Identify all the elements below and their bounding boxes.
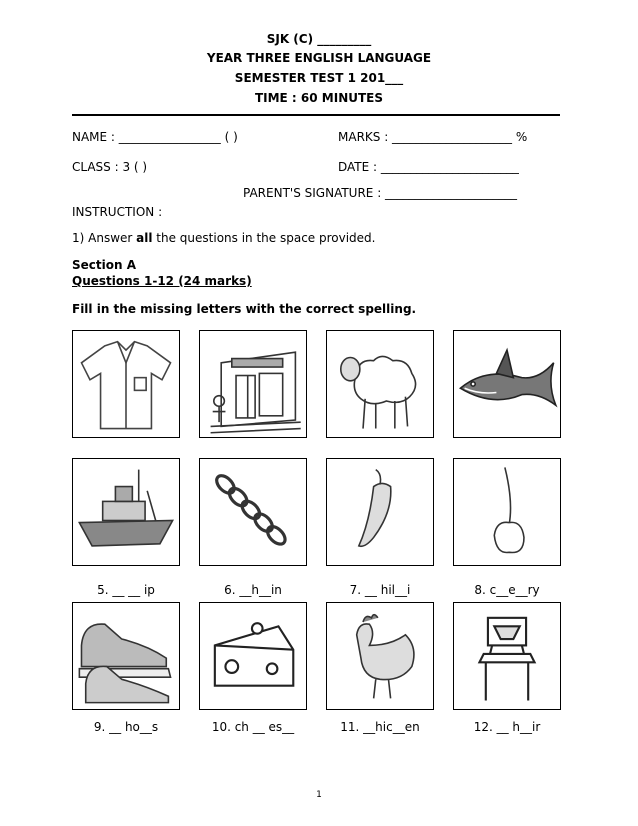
question-label: 8. c__e__ry <box>474 583 540 597</box>
school-name: SJK (C) _________ <box>266 32 372 46</box>
instruction-text: 1) Answer <box>72 231 137 245</box>
header-divider <box>72 114 560 116</box>
instruction-item <box>72 231 376 245</box>
question-label: 6. __h__in <box>224 583 282 597</box>
section-title: Section A <box>72 258 136 272</box>
parent-signature-field: PARENT'S SIGNATURE : ______________________ <box>243 186 518 200</box>
question-label: 11. __hic__en <box>340 720 420 734</box>
sheep-icon <box>326 330 434 438</box>
instruction-heading: INSTRUCTION : <box>72 205 163 219</box>
test-title: SEMESTER TEST 1 201___ <box>234 71 404 85</box>
time-allowed: TIME : 60 MINUTES <box>254 91 384 105</box>
page-number: 1 <box>316 790 322 800</box>
chair-icon <box>453 602 561 710</box>
question-label: 12. __ h__ir <box>473 720 541 734</box>
name-field: NAME : _________________ ( ) <box>72 130 238 144</box>
section-directive: Fill in the missing letters with the correct spelling. <box>72 302 417 316</box>
date-field: DATE : _______________________ <box>338 160 519 174</box>
subject-title: YEAR THREE ENGLISH LANGUAGE <box>206 51 432 65</box>
shark-icon <box>453 330 561 438</box>
chicken-icon <box>326 602 434 710</box>
shop-icon <box>199 330 307 438</box>
ship-icon <box>72 458 180 566</box>
section-subtitle: Questions 1-12 (24 marks) <box>72 274 252 288</box>
chain-icon <box>199 458 307 566</box>
cheese-icon <box>199 602 307 710</box>
question-label: 9. __ ho__s <box>93 720 159 734</box>
question-label: 10. ch __ es__ <box>211 720 295 734</box>
class-field: CLASS : 3 ( ) <box>72 160 148 174</box>
cherry-icon <box>453 458 561 566</box>
marks-field: MARKS : ____________________ % <box>338 130 528 144</box>
chilli-icon <box>326 458 434 566</box>
question-label: 7. __ hil__i <box>349 583 411 597</box>
question-label: 5. __ __ ip <box>97 583 155 597</box>
instruction-text: the questions in the space provided. <box>152 231 376 245</box>
shoes-icon <box>72 602 180 710</box>
instruction-emphasis: all <box>136 231 153 245</box>
shirt-icon <box>72 330 180 438</box>
